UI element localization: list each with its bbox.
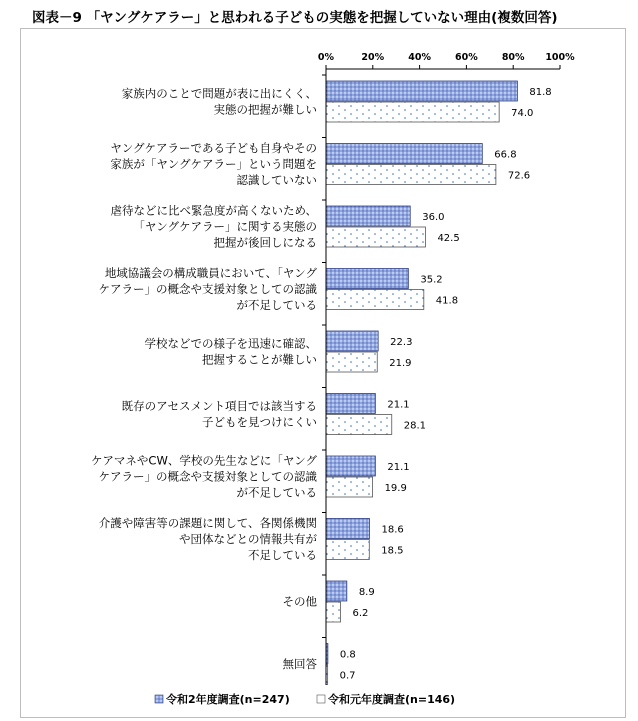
bar-series-1 [326, 456, 375, 476]
bar-series-2 [326, 352, 377, 372]
data-label: 6.2 [352, 608, 369, 619]
x-tick-label: 0% [317, 52, 335, 63]
bar-series-2 [326, 290, 424, 310]
x-tick-label: 80% [501, 52, 525, 63]
legend-label-series-1: 令和2年度調査(n=247) [166, 693, 290, 706]
legend-swatch-series-2 [317, 695, 325, 703]
category-label: ケアマネやCW、学校の先生などに「ヤング [90, 453, 317, 468]
bar-series-1 [326, 331, 378, 351]
category-label: 家族が「ヤングケアラー」という問題を [110, 157, 317, 171]
data-label: 35.2 [420, 274, 443, 286]
category-label: 無回答 [282, 657, 317, 671]
bar-series-2 [326, 477, 373, 497]
bar-series-1 [326, 519, 370, 539]
category-label: 不足している [248, 548, 317, 562]
data-label: 21.1 [387, 399, 410, 411]
data-label: 42.5 [437, 233, 460, 244]
category-label: 認識していない [236, 173, 317, 187]
bar-series-1 [326, 394, 375, 414]
bar-series-2 [326, 165, 496, 185]
data-label: 21.9 [389, 358, 412, 369]
data-label: 0.8 [339, 649, 356, 661]
category-label: ヤングケアラーである子ども自身やその [110, 141, 317, 155]
data-label: 22.3 [390, 337, 413, 348]
data-label: 28.1 [403, 420, 427, 432]
category-label: 把握が後回しになる [213, 235, 317, 250]
data-label: 81.8 [529, 87, 552, 98]
category-label: 既存のアセスメント項目では該当する [121, 399, 317, 413]
x-tick-label: 20% [361, 52, 385, 63]
data-label: 72.6 [507, 170, 531, 182]
data-label: 18.5 [381, 545, 404, 557]
data-label: 74.0 [511, 108, 534, 119]
bar-series-1 [326, 269, 408, 289]
legend-label-series-2: 令和元年度調査(n=146) [328, 693, 456, 706]
x-tick-label: 100% [545, 52, 575, 63]
category-label: 「ヤングケアラー」に関する実態の [133, 219, 317, 234]
data-label: 41.8 [435, 295, 459, 307]
category-label: が不足している [236, 298, 317, 312]
bar-series-1 [326, 206, 410, 226]
bar-series-2 [326, 540, 369, 560]
category-label: その他 [282, 594, 317, 609]
data-label: 0.7 [339, 670, 356, 682]
category-label: が不足している [236, 485, 317, 500]
data-label: 19.9 [384, 483, 407, 494]
bar-series-1 [326, 144, 482, 164]
x-tick-label: 60% [455, 52, 478, 63]
bar-series-2 [326, 415, 392, 435]
category-label: 把握することが難しい [202, 352, 317, 367]
data-label: 8.9 [358, 587, 375, 598]
category-label: 家族内のことで問題が表に出にくく、 [121, 86, 317, 101]
category-label: 実態の把握が難しい [213, 102, 317, 117]
category-label: 子どもを見つけにくい [202, 415, 317, 429]
category-label: 地域協議会の構成職員において、「ヤング [104, 266, 317, 280]
x-tick-label: 40% [408, 52, 431, 63]
data-label: 66.8 [494, 149, 517, 161]
data-label: 18.6 [381, 524, 404, 536]
bar-series-2 [326, 227, 425, 247]
category-label: ケアラー」の概念や支援対象としての認識 [98, 469, 317, 484]
chart-title: 図表－9 「ヤングケアラー」と思われる子どもの実態を把握していない理由(複数回答) [32, 10, 558, 26]
category-label: 学校などでの様子を迅速に確認、 [144, 336, 317, 351]
data-label: 21.1 [387, 462, 410, 473]
bar-series-1 [326, 81, 517, 101]
category-label: ケアラー」の概念や支援対象としての認識 [98, 282, 317, 296]
category-label: 虐待などに比べ緊急度が高くないため、 [110, 203, 317, 218]
data-label: 36.0 [422, 212, 445, 223]
category-label: や団体などとの情報共有が [179, 532, 317, 546]
bar-series-2 [326, 102, 499, 122]
category-label: 介護や障害等の課題に関して、各関係機関 [98, 516, 317, 530]
bar-series-1 [326, 581, 347, 601]
bar-series-2 [326, 602, 341, 622]
legend-swatch-series-1 [155, 695, 163, 703]
